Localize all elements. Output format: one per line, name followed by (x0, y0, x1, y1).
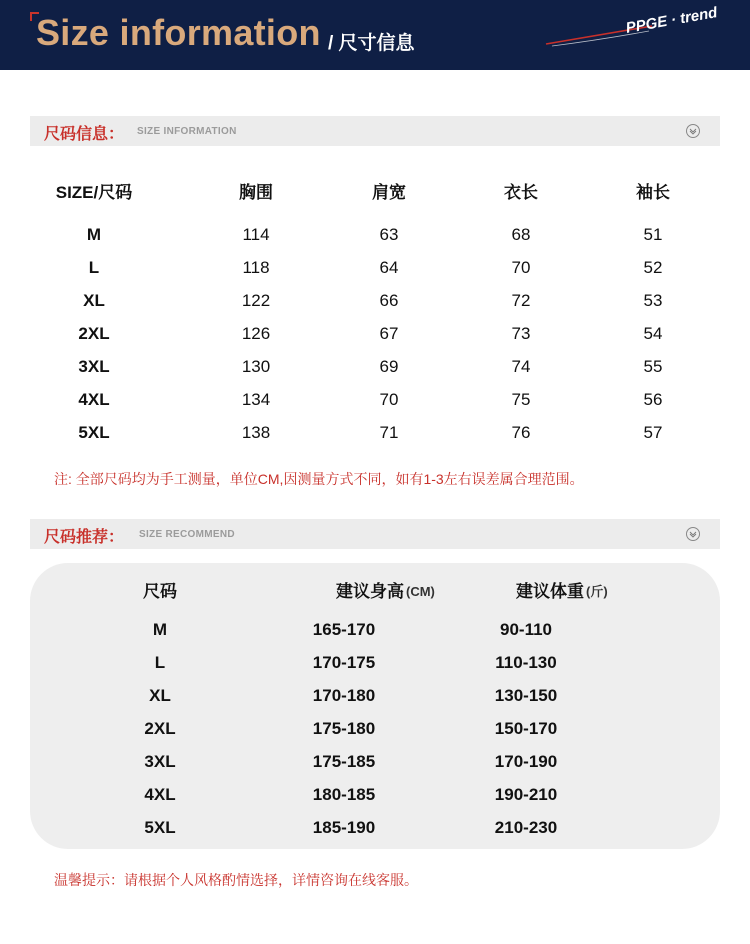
size-cell: L (88, 258, 100, 277)
sleeve-cell: 57 (643, 423, 663, 442)
sleeve-cell: 51 (643, 225, 663, 244)
size-cell: M (152, 620, 168, 639)
table-header-row (30, 575, 720, 608)
table-row (30, 350, 720, 383)
sleeve-cell: 53 (643, 291, 663, 310)
table-row (30, 679, 720, 712)
column-header: 肩宽 (372, 183, 406, 202)
column-header: 胸围 (239, 183, 273, 202)
table-row (30, 251, 720, 284)
chevron-down-icon[interactable] (686, 124, 700, 138)
height-cell: 180-185 (312, 785, 376, 804)
height-cell: 185-190 (312, 818, 376, 837)
height-cell: 165-170 (312, 620, 376, 639)
length-cell: 73 (511, 324, 531, 343)
table-row (30, 712, 720, 745)
weight-cell: 210-230 (494, 818, 558, 837)
weight-cell: 150-170 (494, 719, 558, 738)
table-row (30, 218, 720, 251)
column-header: 建议体重 (516, 582, 584, 601)
table-row (30, 745, 720, 778)
size-recommend-section-title: 尺码推荐： (44, 529, 125, 546)
length-cell: 70 (511, 258, 531, 277)
shoulder-cell: 69 (379, 357, 399, 376)
size-cell: 4XL (78, 390, 110, 409)
shoulder-cell: 70 (379, 390, 399, 409)
chest-cell: 130 (241, 357, 271, 376)
chest-cell: 134 (241, 390, 271, 409)
sleeve-cell: 52 (643, 258, 663, 277)
size-cell: L (154, 653, 166, 672)
size-cell: 5XL (144, 818, 176, 837)
size-info-section-subtitle: SIZE INFORMATION (137, 126, 237, 137)
size-cell: 2XL (144, 719, 176, 738)
column-header: 建议身高 (336, 582, 404, 601)
weight-cell: 110-130 (495, 653, 557, 672)
size-recommend-section-subtitle: SIZE RECOMMEND (139, 529, 235, 540)
table-header-row (30, 176, 720, 209)
size-info-section-title: 尺码信息： (44, 126, 125, 143)
column-unit: (斤) (586, 584, 608, 599)
chest-cell: 118 (242, 258, 270, 277)
size-info-section-bar (30, 116, 720, 146)
column-header: 尺码 (143, 582, 177, 601)
column-header: 袖长 (636, 183, 670, 202)
header-banner (0, 0, 750, 70)
table-row (30, 383, 720, 416)
size-cell: 3XL (144, 752, 176, 771)
table-row (30, 646, 720, 679)
length-cell: 72 (511, 291, 531, 310)
table-row (30, 416, 720, 449)
chest-cell: 138 (241, 423, 271, 442)
size-recommend-table (30, 563, 720, 849)
weight-cell: 130-150 (494, 686, 558, 705)
sleeve-cell: 56 (643, 390, 663, 409)
chevron-down-icon[interactable] (686, 527, 700, 541)
column-header: 衣长 (504, 183, 538, 202)
height-cell: 170-175 (312, 653, 376, 672)
size-cell: XL (149, 686, 171, 705)
length-cell: 76 (511, 423, 531, 442)
table-row (30, 317, 720, 350)
size-cell: M (86, 225, 102, 244)
weight-cell: 190-210 (494, 785, 558, 804)
size-cell: 3XL (78, 357, 110, 376)
size-cell: 5XL (78, 423, 110, 442)
height-cell: 170-180 (312, 686, 376, 705)
weight-cell: 90-110 (500, 620, 552, 639)
shoulder-cell: 67 (379, 324, 399, 343)
size-cell: XL (83, 291, 105, 310)
column-unit: (CM) (406, 584, 435, 599)
recommend-tip: 温馨提示：请根据个人风格酌情选择，详情咨询在线客服。 (54, 872, 418, 888)
chest-cell: 122 (241, 291, 271, 310)
page-subtitle: / 尺寸信息 (328, 33, 415, 54)
sleeve-cell: 54 (643, 324, 663, 343)
weight-cell: 170-190 (494, 752, 558, 771)
size-cell: 4XL (144, 785, 176, 804)
length-cell: 75 (511, 390, 531, 409)
table-row (30, 811, 720, 844)
shoulder-cell: 63 (379, 225, 399, 244)
table-row (30, 778, 720, 811)
column-header: SIZE/尺码 (55, 183, 133, 202)
brand-logo: PPGE · trend (624, 4, 719, 37)
sleeve-cell: 55 (643, 357, 663, 376)
size-recommend-section-bar (30, 519, 720, 549)
size-cell: 2XL (78, 324, 110, 343)
shoulder-cell: 64 (379, 258, 399, 277)
chest-cell: 126 (241, 324, 271, 343)
table-row (30, 613, 720, 646)
table-row (30, 284, 720, 317)
length-cell: 74 (511, 357, 531, 376)
chest-cell: 114 (242, 225, 270, 244)
shoulder-cell: 71 (379, 423, 399, 442)
page-title: Size information (36, 12, 321, 53)
shoulder-cell: 66 (379, 291, 399, 310)
measurement-note: 注: 全部尺码均为手工测量，单位CM,因测量方式不同，如有1-3左右误差属合理范围。 (54, 471, 584, 487)
length-cell: 68 (511, 225, 531, 244)
height-cell: 175-180 (312, 719, 376, 738)
height-cell: 175-185 (312, 752, 376, 771)
